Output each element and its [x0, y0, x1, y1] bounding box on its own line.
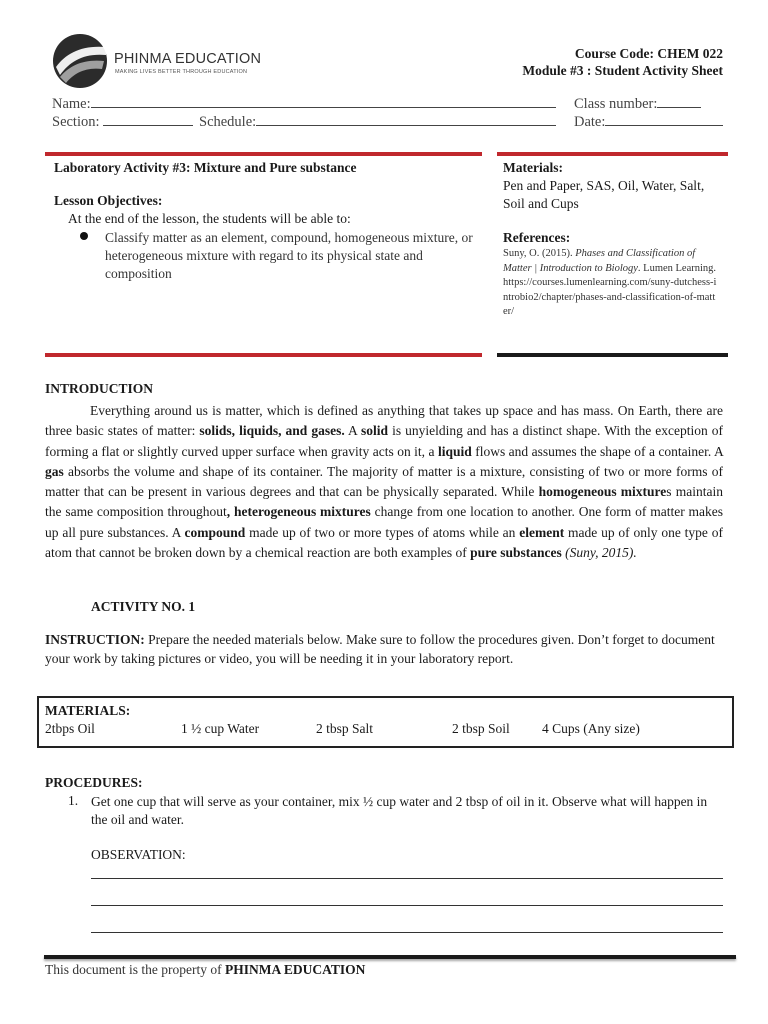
class-number-line[interactable] [657, 95, 701, 108]
instruction-text: Prepare the needed materials below. Make sure to follow the procedures given. Don’t forget to document your work by taking pictures or video, you will be needing it in your laboratory report. [45, 632, 715, 666]
material-item-salt: 2 tbsp Salt [316, 721, 374, 736]
materials-heading: Materials: [503, 160, 563, 175]
top-red-bar [45, 152, 482, 156]
top-red-bar-right [497, 152, 728, 156]
name-line[interactable] [91, 95, 556, 108]
brand-tagline: MAKING LIVES BETTER THROUGH EDUCATION [115, 69, 248, 75]
intro-text-6: s maintain the same composition throughout [45, 484, 723, 520]
introduction-heading: INTRODUCTION [45, 381, 154, 396]
name-field[interactable] [52, 95, 556, 113]
intro-bold-2: solid [361, 423, 389, 439]
footer-text [45, 962, 365, 978]
intro-bold-7: compound [184, 524, 246, 540]
intro-bold-3: liquid [437, 443, 472, 459]
bullet-icon [80, 232, 88, 240]
intro-bold-4: gas [45, 463, 64, 479]
introduction-paragraph [45, 401, 723, 563]
class-number-label: Class number: [574, 96, 658, 112]
material-item-soil: 2 tbsp Soil [452, 721, 510, 736]
date-field[interactable] [574, 113, 723, 131]
instruction-paragraph [45, 631, 725, 668]
module-title: Module #3 : Student Activity Sheet [522, 63, 723, 78]
observation-line-2[interactable] [91, 905, 723, 906]
reference-citation [503, 247, 718, 320]
intro-bold-1: solids, liquids, and gases. [199, 423, 345, 439]
intro-text-2: A [344, 423, 362, 439]
intro-bold-9: pure substances [470, 545, 562, 561]
intro-bold-8: element [519, 524, 565, 540]
objectives-intro: At the end of the lesson, the students will be able to: [68, 211, 351, 226]
date-line[interactable] [605, 113, 723, 126]
date-label: Date: [574, 114, 606, 130]
class-number-field[interactable] [574, 95, 701, 113]
section-field[interactable] [52, 113, 193, 131]
ref-publisher: . Lumen Learning. https://courses.lumenlearning.com/suny-dutchess-introbio2/chapter/phases-and-classification-of-matter/ [503, 262, 717, 317]
section-line[interactable] [103, 113, 193, 126]
intro-text-7: change from one location to another. One form of matter makes up all pure substances. A [45, 504, 724, 540]
brand-name: PHINMA EDUCATION [114, 51, 262, 67]
activity-heading: ACTIVITY NO. 1 [91, 599, 196, 614]
observation-label: OBSERVATION: [91, 847, 186, 862]
objective-item: Classify matter as an element, compound, homogeneous mixture, or heterogeneous mixture with regard to its physical state and composition [105, 230, 473, 281]
schedule-line[interactable] [256, 113, 556, 126]
footer-label: This document is the property of [45, 962, 225, 977]
objectives-heading: Lesson Objectives: [54, 193, 163, 208]
procedure-step-1: Get one cup that will serve as your container, mix ½ cup water and 2 tbsp of oil in it. Observe what will happen in the oil and water. [91, 794, 708, 827]
intro-text-1: Everything around us is matter, which is defined as anything that takes up space and has mass. On Earth, there are three basic states of matter: [45, 403, 723, 439]
materials-text: Pen and Paper, SAS, Oil, Water, Salt, Soil and Cups [503, 178, 705, 211]
material-item-cups: 4 Cups (Any size) [542, 721, 640, 736]
instruction-label: INSTRUCTION: [45, 632, 145, 647]
name-label: Name: [52, 96, 91, 112]
intro-text-3: is unyielding and has a distinct shape. With the exception of forming a flat or slightly curved upper surface when gravity acts on it, a [45, 423, 724, 459]
intro-text-4: flows and assumes the shape of a container. A [471, 443, 723, 459]
ref-authors: Suny, O. (2015). [503, 248, 576, 259]
ref-title: Phases and Classification of Matter | Introduction to Biology [503, 248, 696, 274]
observation-line-3[interactable] [91, 932, 723, 933]
section-label: Section: [52, 114, 100, 130]
material-item-oil: 2tbps Oil [45, 721, 95, 736]
phinma-logo-icon [52, 33, 108, 89]
footer-brand: PHINMA EDUCATION [224, 962, 366, 977]
intro-text-5: absorbs the volume and shape of its container. The majority of matter is a mixture, consisting of two or more forms of matter that can be present in various degrees and that can be physically separated. While [45, 463, 723, 500]
material-item-water: 1 ½ cup Water [181, 721, 260, 736]
intro-bold-6: , heterogeneous mixtures [226, 504, 371, 520]
schedule-field[interactable] [199, 113, 556, 131]
bottom-black-bar [497, 353, 728, 357]
observation-line-1[interactable] [91, 878, 723, 879]
procedures-heading: PROCEDURES: [45, 775, 143, 790]
materials-box-heading: MATERIALS: [45, 703, 131, 718]
lab-activity-title: Laboratory Activity #3: Mixture and Pure substance [54, 160, 357, 175]
course-code: Course Code: CHEM 022 [574, 46, 723, 61]
intro-bold-5: homogeneous mixture [538, 484, 667, 500]
intro-text-8: made up of two or more types of atoms while an [245, 524, 520, 540]
procedure-number: 1. [68, 793, 79, 808]
references-heading: References: [503, 230, 571, 245]
intro-text-9: made up of only one type of atom that cannot be broken down by a chemical reaction are both examples of [45, 524, 723, 561]
bottom-red-bar [45, 353, 482, 357]
footer-bar [44, 955, 736, 959]
schedule-label: Schedule: [199, 114, 257, 130]
intro-citation: (Suny, 2015). [561, 545, 637, 561]
